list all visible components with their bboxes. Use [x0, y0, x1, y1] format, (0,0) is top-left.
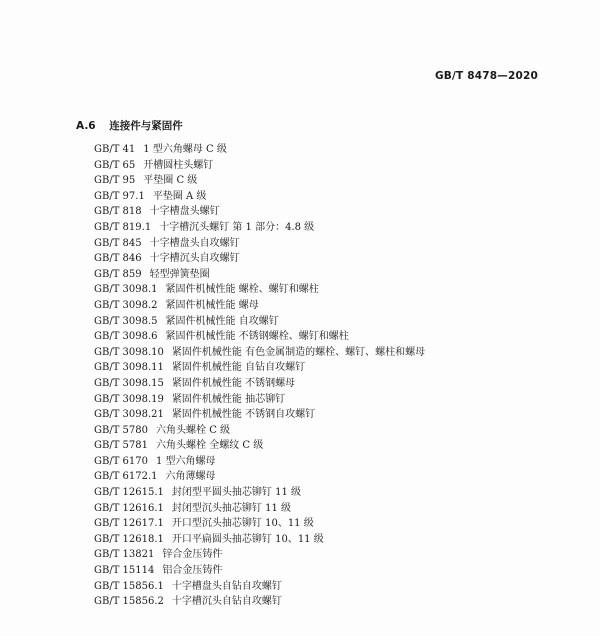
reference-title: 紧固件机械性能 自钻自攻螺钉: [171, 362, 306, 374]
reference-code: GB/T 3098.21: [94, 409, 164, 421]
reference-item: [94, 501, 425, 517]
reference-code: GB/T 845: [94, 237, 142, 249]
reference-title: 十字槽沉头自钻自攻螺钉: [171, 596, 282, 608]
reference-code: GB/T 41: [94, 144, 136, 155]
normative-reference-list: [94, 142, 425, 610]
reference-item: [94, 220, 425, 236]
reference-code: GB/T 3098.10: [94, 346, 164, 358]
reference-code: GB/T 3098.19: [94, 393, 164, 405]
reference-code: GB/T 3098.15: [94, 377, 164, 389]
reference-code: GB/T 5781: [94, 440, 149, 452]
reference-code: GB/T 3098.2: [94, 299, 158, 311]
reference-item: [94, 547, 425, 563]
reference-item: [94, 485, 425, 501]
reference-title: 十字槽沉头螺钉 第 1 部分：4.8 级: [159, 221, 315, 233]
reference-code: GB/T 12615.1: [94, 487, 164, 499]
reference-item: [94, 314, 425, 330]
reference-title: 开槽圆柱头螺钉: [143, 159, 214, 171]
reference-code: GB/T 12617.1: [94, 518, 164, 530]
reference-title: 十字槽盘头自攻螺钉: [149, 237, 240, 249]
reference-item: [94, 158, 425, 174]
reference-code: GB/T 819.1: [94, 221, 152, 233]
reference-code: GB/T 15856.2: [94, 596, 164, 608]
reference-code: GB/T 818: [94, 206, 142, 218]
reference-title: 平垫圈 C 级: [143, 175, 198, 187]
reference-code: GB/T 12618.1: [94, 533, 164, 545]
section-number: A.6: [76, 120, 96, 132]
reference-title: 紧固件机械性能 自攻螺钉: [165, 315, 279, 327]
reference-code: GB/T 95: [94, 175, 136, 187]
reference-title: 1 型六角螺母: [156, 455, 216, 467]
reference-item: [94, 454, 425, 470]
reference-title: 封闭型沉头抽芯铆钉 11 级: [171, 502, 292, 514]
reference-code: GB/T 15114: [94, 565, 155, 577]
reference-item: [94, 142, 425, 158]
reference-code: GB/T 3098.1: [94, 284, 158, 296]
reference-title: 紧固件机械性能 有色金属制造的螺栓、螺钉、螺柱和螺母: [171, 346, 426, 358]
reference-item: [94, 516, 425, 532]
reference-item: [94, 236, 425, 252]
reference-title: 锌合金压铸件: [162, 549, 223, 561]
reference-title: 十字槽盘头螺钉: [149, 206, 220, 218]
reference-item: [94, 204, 425, 220]
reference-title: 六角头螺栓 全螺纹 C 级: [156, 440, 264, 452]
reference-code: GB/T 6172.1: [94, 471, 158, 483]
reference-code: GB/T 859: [94, 268, 142, 280]
reference-code: GB/T 13821: [94, 549, 155, 561]
section-title: 连接件与紧固件: [109, 120, 183, 132]
reference-item: [94, 579, 425, 595]
reference-code: GB/T 5780: [94, 424, 149, 436]
reference-title: 轻型弹簧垫圈: [149, 268, 210, 280]
reference-title: 紧固件机械性能 不锈钢螺栓、螺钉和螺柱: [165, 331, 349, 343]
reference-item: [94, 392, 425, 408]
reference-title: 紧固件机械性能 螺栓、螺钉和螺柱: [165, 284, 319, 296]
reference-item: [94, 423, 425, 439]
reference-item: [94, 469, 425, 485]
reference-title: 六角头螺栓 C 级: [156, 424, 231, 436]
reference-item: [94, 189, 425, 205]
reference-code: GB/T 3098.6: [94, 331, 158, 343]
reference-code: GB/T 65: [94, 159, 136, 171]
reference-title: 封闭型平圆头抽芯铆钉 11 级: [171, 487, 302, 499]
reference-title: 开口型沉头抽芯铆钉 10、11 级: [171, 518, 314, 530]
reference-title: 紧固件机械性能 不锈钢螺母: [171, 377, 296, 389]
reference-title: 开口平扁圆头抽芯铆钉 10、11 级: [171, 533, 324, 545]
reference-title: 紧固件机械性能 抽芯铆钉: [171, 393, 286, 405]
reference-item: [94, 173, 425, 189]
reference-code: GB/T 15856.1: [94, 580, 164, 592]
reference-code: GB/T 12616.1: [94, 502, 164, 514]
reference-title: 铝合金压铸件: [162, 565, 223, 577]
reference-title: 紧固件机械性能 螺母: [165, 299, 259, 311]
reference-code: GB/T 6170: [94, 455, 149, 467]
reference-title: 六角薄螺母: [165, 471, 216, 483]
reference-item: [94, 563, 425, 579]
reference-item: [94, 360, 425, 376]
section-heading: [76, 118, 183, 133]
reference-title: 平垫圈 A 级: [152, 190, 207, 202]
reference-item: [94, 298, 425, 314]
reference-item: [94, 407, 425, 423]
reference-code: GB/T 97.1: [94, 190, 145, 202]
reference-item: [94, 438, 425, 454]
reference-title: 紧固件机械性能 不锈钢自攻螺钉: [171, 409, 316, 421]
reference-item: [94, 251, 425, 267]
reference-item: [94, 376, 425, 392]
reference-title: 十字槽盘头自钻自攻螺钉: [171, 580, 282, 592]
reference-item: [94, 532, 425, 548]
reference-item: [94, 594, 425, 610]
reference-item: [94, 329, 425, 345]
standard-code-header: GB/T 8478—2020: [434, 70, 538, 82]
reference-title: 1 型六角螺母 C 级: [143, 144, 227, 155]
reference-code: GB/T 3098.11: [94, 362, 164, 374]
reference-title: 十字槽沉头自攻螺钉: [149, 253, 240, 265]
reference-item: [94, 282, 425, 298]
reference-item: [94, 345, 425, 361]
reference-code: GB/T 3098.5: [94, 315, 158, 327]
reference-item: [94, 267, 425, 283]
reference-code: GB/T 846: [94, 253, 142, 265]
